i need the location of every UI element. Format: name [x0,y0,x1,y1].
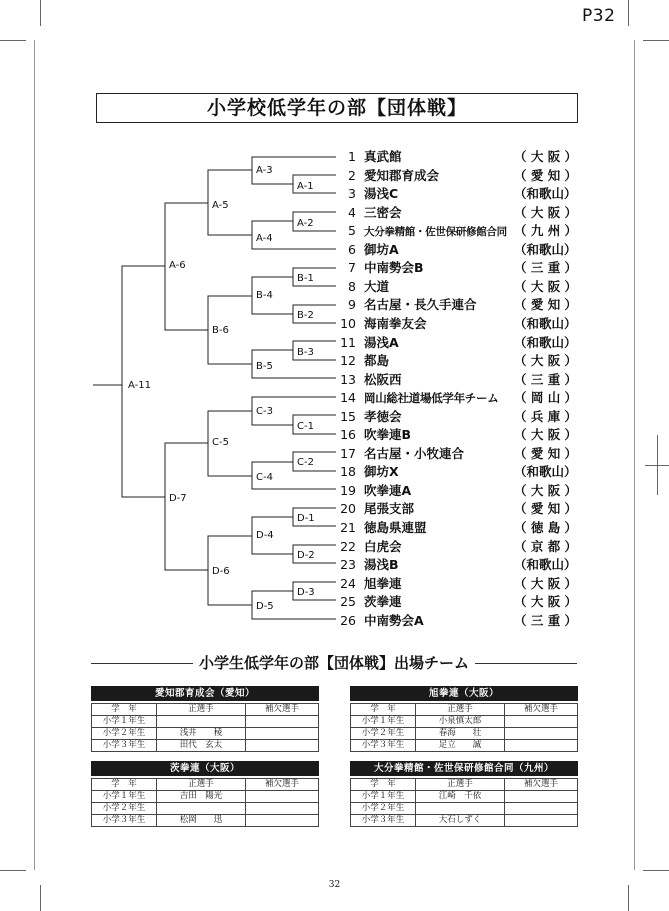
roster-title-text: 小学生低学年の部【団体戦】出場チーム [193,654,475,672]
team-row [328,371,578,389]
roster-header-cell: 補欠選手 [505,704,578,716]
roster-cell [246,791,319,803]
team-number: 26 [340,612,356,628]
team-name: 白虎会 [364,538,402,554]
team-number: 21 [340,520,356,535]
team-number: 18 [340,464,356,480]
team-number: 4 [348,204,356,220]
match-label-b1: B-1 [297,273,314,284]
team-row [328,315,577,333]
roster-header-cell: 正選手 [157,779,246,791]
roster-section-title [91,653,577,673]
team-row [328,241,577,259]
page-title: 小学校低学年の部【団体戦】 [96,93,578,123]
roster-cell: 小学１年生 [92,716,157,728]
roster-cell [505,728,578,740]
roster-team-name: 旭拳連（大阪） [350,686,578,701]
roster-cell: 小学３年生 [351,740,416,752]
match-label-a5: A-5 [212,200,229,211]
page-label: P32 [582,6,616,26]
team-number: 2 [348,167,356,183]
roster-cell: 小学１年生 [92,791,157,803]
team-number: 13 [340,371,356,387]
team-prefecture: （ 大 阪 ） [514,149,578,164]
team-prefecture: （ 大 阪 ） [514,482,578,498]
team-name: 湯浅C [364,186,399,202]
match-label-d5: D-5 [256,601,274,612]
match-label-d7: D-7 [169,493,187,504]
match-label-d6: D-6 [212,566,230,577]
team-row [328,259,578,277]
roster-row [351,740,578,752]
team-row [328,278,578,296]
team-number: 1 [348,149,356,164]
team-number: 24 [340,575,356,591]
match-label-a11: A-11 [128,380,151,391]
team-row [328,148,578,166]
roster-row [92,728,319,740]
page-number: 32 [328,880,341,890]
team-row [328,352,578,370]
team-name: 松阪西 [364,371,402,387]
team-name: 湯浅B [364,557,399,573]
team-prefecture: （ 愛 知 ） [514,167,578,183]
match-label-d3: D-3 [297,587,315,598]
match-label-b5: B-5 [256,361,273,372]
team-number: 12 [340,353,356,369]
team-name: 大分拳精館・佐世保研修館合同 [364,226,507,239]
team-name: 名古屋・長久手連合 [364,297,477,313]
match-label-d2: D-2 [297,550,315,561]
roster-table [350,761,578,827]
match-label-a1: A-1 [297,181,314,192]
team-prefecture: （ 大 阪 ） [514,278,578,294]
match-label-b2: B-2 [297,310,314,321]
roster-team-name: 大分拳精館・佐世保研修館合同（九州） [350,761,578,776]
roster-cell: 春海 壮 [416,728,505,740]
team-name: 三密会 [364,204,402,220]
team-name: 旭拳連 [364,575,402,591]
match-label-c5: C-5 [212,437,229,448]
roster-header-cell: 学 年 [92,779,157,791]
roster-cell: 小学２年生 [92,728,157,740]
team-row [328,185,577,203]
roster-cell: 足立 誠 [416,740,505,752]
roster-header-cell: 学 年 [351,704,416,716]
team-prefecture: （和歌山） [514,464,577,480]
team-row [328,482,578,500]
roster-cell [416,803,505,815]
roster-header-cell: 正選手 [416,704,505,716]
team-name: 海南拳友会 [364,315,427,331]
team-name: 徳島県連盟 [364,520,427,535]
team-prefecture: （ 徳 島 ） [514,520,578,535]
roster-cell: 小学２年生 [351,728,416,740]
team-prefecture: （ 愛 知 ） [514,501,578,517]
team-name: 岡山総社道場低学年チーム [364,391,499,406]
team-number: 11 [340,334,356,350]
team-row [328,408,578,426]
team-row [328,167,578,185]
roster-table [350,686,578,752]
team-row [328,389,578,407]
roster-table [91,761,319,827]
team-row [328,612,578,630]
roster-row [351,815,578,827]
roster-cell: 松岡 迅 [157,815,246,827]
match-label-b6: B-6 [212,325,229,336]
team-row [328,334,577,352]
roster-row [92,716,319,728]
team-name: 真武館 [364,149,402,164]
match-label-a6: A-6 [169,260,186,271]
team-row [328,575,578,593]
roster-cell [157,716,246,728]
team-number: 22 [340,538,356,554]
match-label-c1: C-1 [297,421,314,432]
roster-row [92,740,319,752]
team-prefecture: （和歌山） [514,315,577,331]
match-label-a2: A-2 [297,218,314,229]
roster-cell: 浅井 稜 [157,728,246,740]
match-label-c2: C-2 [297,457,314,468]
team-name: 吹拳連A [364,482,412,498]
team-number: 9 [348,297,356,313]
team-number: 23 [340,557,356,573]
team-number: 5 [348,223,356,239]
roster-cell: 田代 玄太 [157,740,246,752]
team-number: 19 [340,482,356,498]
team-row [328,500,578,518]
team-number: 17 [340,445,356,461]
roster-header-cell: 補欠選手 [246,704,319,716]
team-number: 10 [340,315,356,331]
roster-row [351,791,578,803]
team-prefecture: （和歌山） [514,334,577,350]
team-name: 湯浅A [364,334,399,350]
roster-cell: 小学２年生 [92,803,157,815]
roster-cell: 小学３年生 [92,740,157,752]
roster-cell [505,815,578,827]
team-name: 茨拳連 [364,594,402,610]
roster-cell [246,815,319,827]
roster-cell [246,728,319,740]
match-label-d1: D-1 [297,513,315,524]
team-prefecture: （ 三 重 ） [514,612,578,628]
match-label-b4: B-4 [256,290,273,301]
team-prefecture: （ 三 重 ） [514,371,578,387]
team-prefecture: （ 愛 知 ） [514,297,578,313]
roster-row [92,791,319,803]
team-name: 大道 [364,278,390,294]
team-number: 20 [340,501,356,517]
roster-cell: 小学１年生 [351,791,416,803]
team-name: 御坊X [364,464,399,480]
roster-cell [157,803,246,815]
roster-row [92,803,319,815]
team-prefecture: （ 愛 知 ） [514,445,578,461]
roster-table [91,686,319,752]
team-row [328,445,578,463]
roster-cell [505,803,578,815]
roster-header-cell: 正選手 [157,704,246,716]
roster-row [351,728,578,740]
team-prefecture: （ 九 州 ） [514,223,578,239]
team-prefecture: （ 大 阪 ） [514,575,578,591]
team-number: 16 [340,427,356,443]
roster-header-cell: 学 年 [351,779,416,791]
roster-team-name: 愛知郡育成会（愛知） [91,686,319,701]
match-label-b3: B-3 [297,347,314,358]
roster-row [92,815,319,827]
roster-cell [505,740,578,752]
team-name: 愛知郡育成会 [364,167,440,183]
match-label-c4: C-4 [256,472,273,483]
team-number: 15 [340,408,356,424]
roster-row [351,716,578,728]
team-number: 14 [340,390,356,406]
match-label-a4: A-4 [256,233,273,244]
team-row [328,426,578,444]
team-prefecture: （ 兵 庫 ） [514,408,578,424]
roster-cell: 小学２年生 [351,803,416,815]
roster-cell [505,791,578,803]
roster-cell: 小学３年生 [351,815,416,827]
team-prefecture: （和歌山） [514,557,577,573]
team-row [328,296,578,314]
team-prefecture: （ 大 阪 ） [514,427,578,443]
roster-cell: 小学１年生 [351,716,416,728]
team-row [328,519,578,537]
match-label-c3: C-3 [256,406,273,417]
team-number: 25 [340,594,356,610]
team-name: 吹拳連B [364,427,412,443]
roster-team-name: 茨拳連（大阪） [91,761,319,776]
team-row [328,463,577,481]
team-number: 6 [348,241,356,257]
team-row [328,204,578,222]
match-label-a3: A-3 [256,165,273,176]
roster-cell [246,740,319,752]
team-name: 孝徳会 [364,408,402,424]
roster-cell: 吉田 陽光 [157,791,246,803]
team-prefecture: （ 大 阪 ） [514,204,578,220]
roster-row [351,803,578,815]
team-name: 尾張支部 [364,501,415,517]
team-prefecture: （和歌山） [514,186,577,202]
team-name: 名古屋・小牧連合 [364,445,465,461]
team-prefecture: （ 三 重 ） [514,260,578,276]
roster-header-cell: 正選手 [416,779,505,791]
team-prefecture: （ 大 阪 ） [514,594,578,610]
roster-cell: 大石しずく [416,815,505,827]
team-number: 8 [348,278,356,294]
match-label-d4: D-4 [256,530,274,541]
team-prefecture: （ 京 都 ） [514,538,578,554]
team-row [328,222,578,240]
team-name: 都島 [364,353,390,369]
team-prefecture: （和歌山） [514,241,577,257]
roster-cell: 小泉慎太郎 [416,716,505,728]
team-name: 中南勢会A [364,612,424,628]
roster-cell: 小学３年生 [92,815,157,827]
team-number: 3 [348,186,356,202]
roster-cell [505,716,578,728]
roster-cell [246,803,319,815]
roster-header-cell: 補欠選手 [505,779,578,791]
team-row [328,538,578,556]
team-number: 7 [348,260,356,276]
team-row [328,556,577,574]
roster-header-cell: 学 年 [92,704,157,716]
team-prefecture: （ 大 阪 ） [514,353,578,369]
roster-cell [246,716,319,728]
team-name: 中南勢会B [364,260,424,276]
team-prefecture: （ 岡 山 ） [514,390,578,406]
team-name: 御坊A [364,241,399,257]
team-row [328,593,578,611]
roster-header-cell: 補欠選手 [246,779,319,791]
roster-cell: 江崎 千依 [416,791,505,803]
